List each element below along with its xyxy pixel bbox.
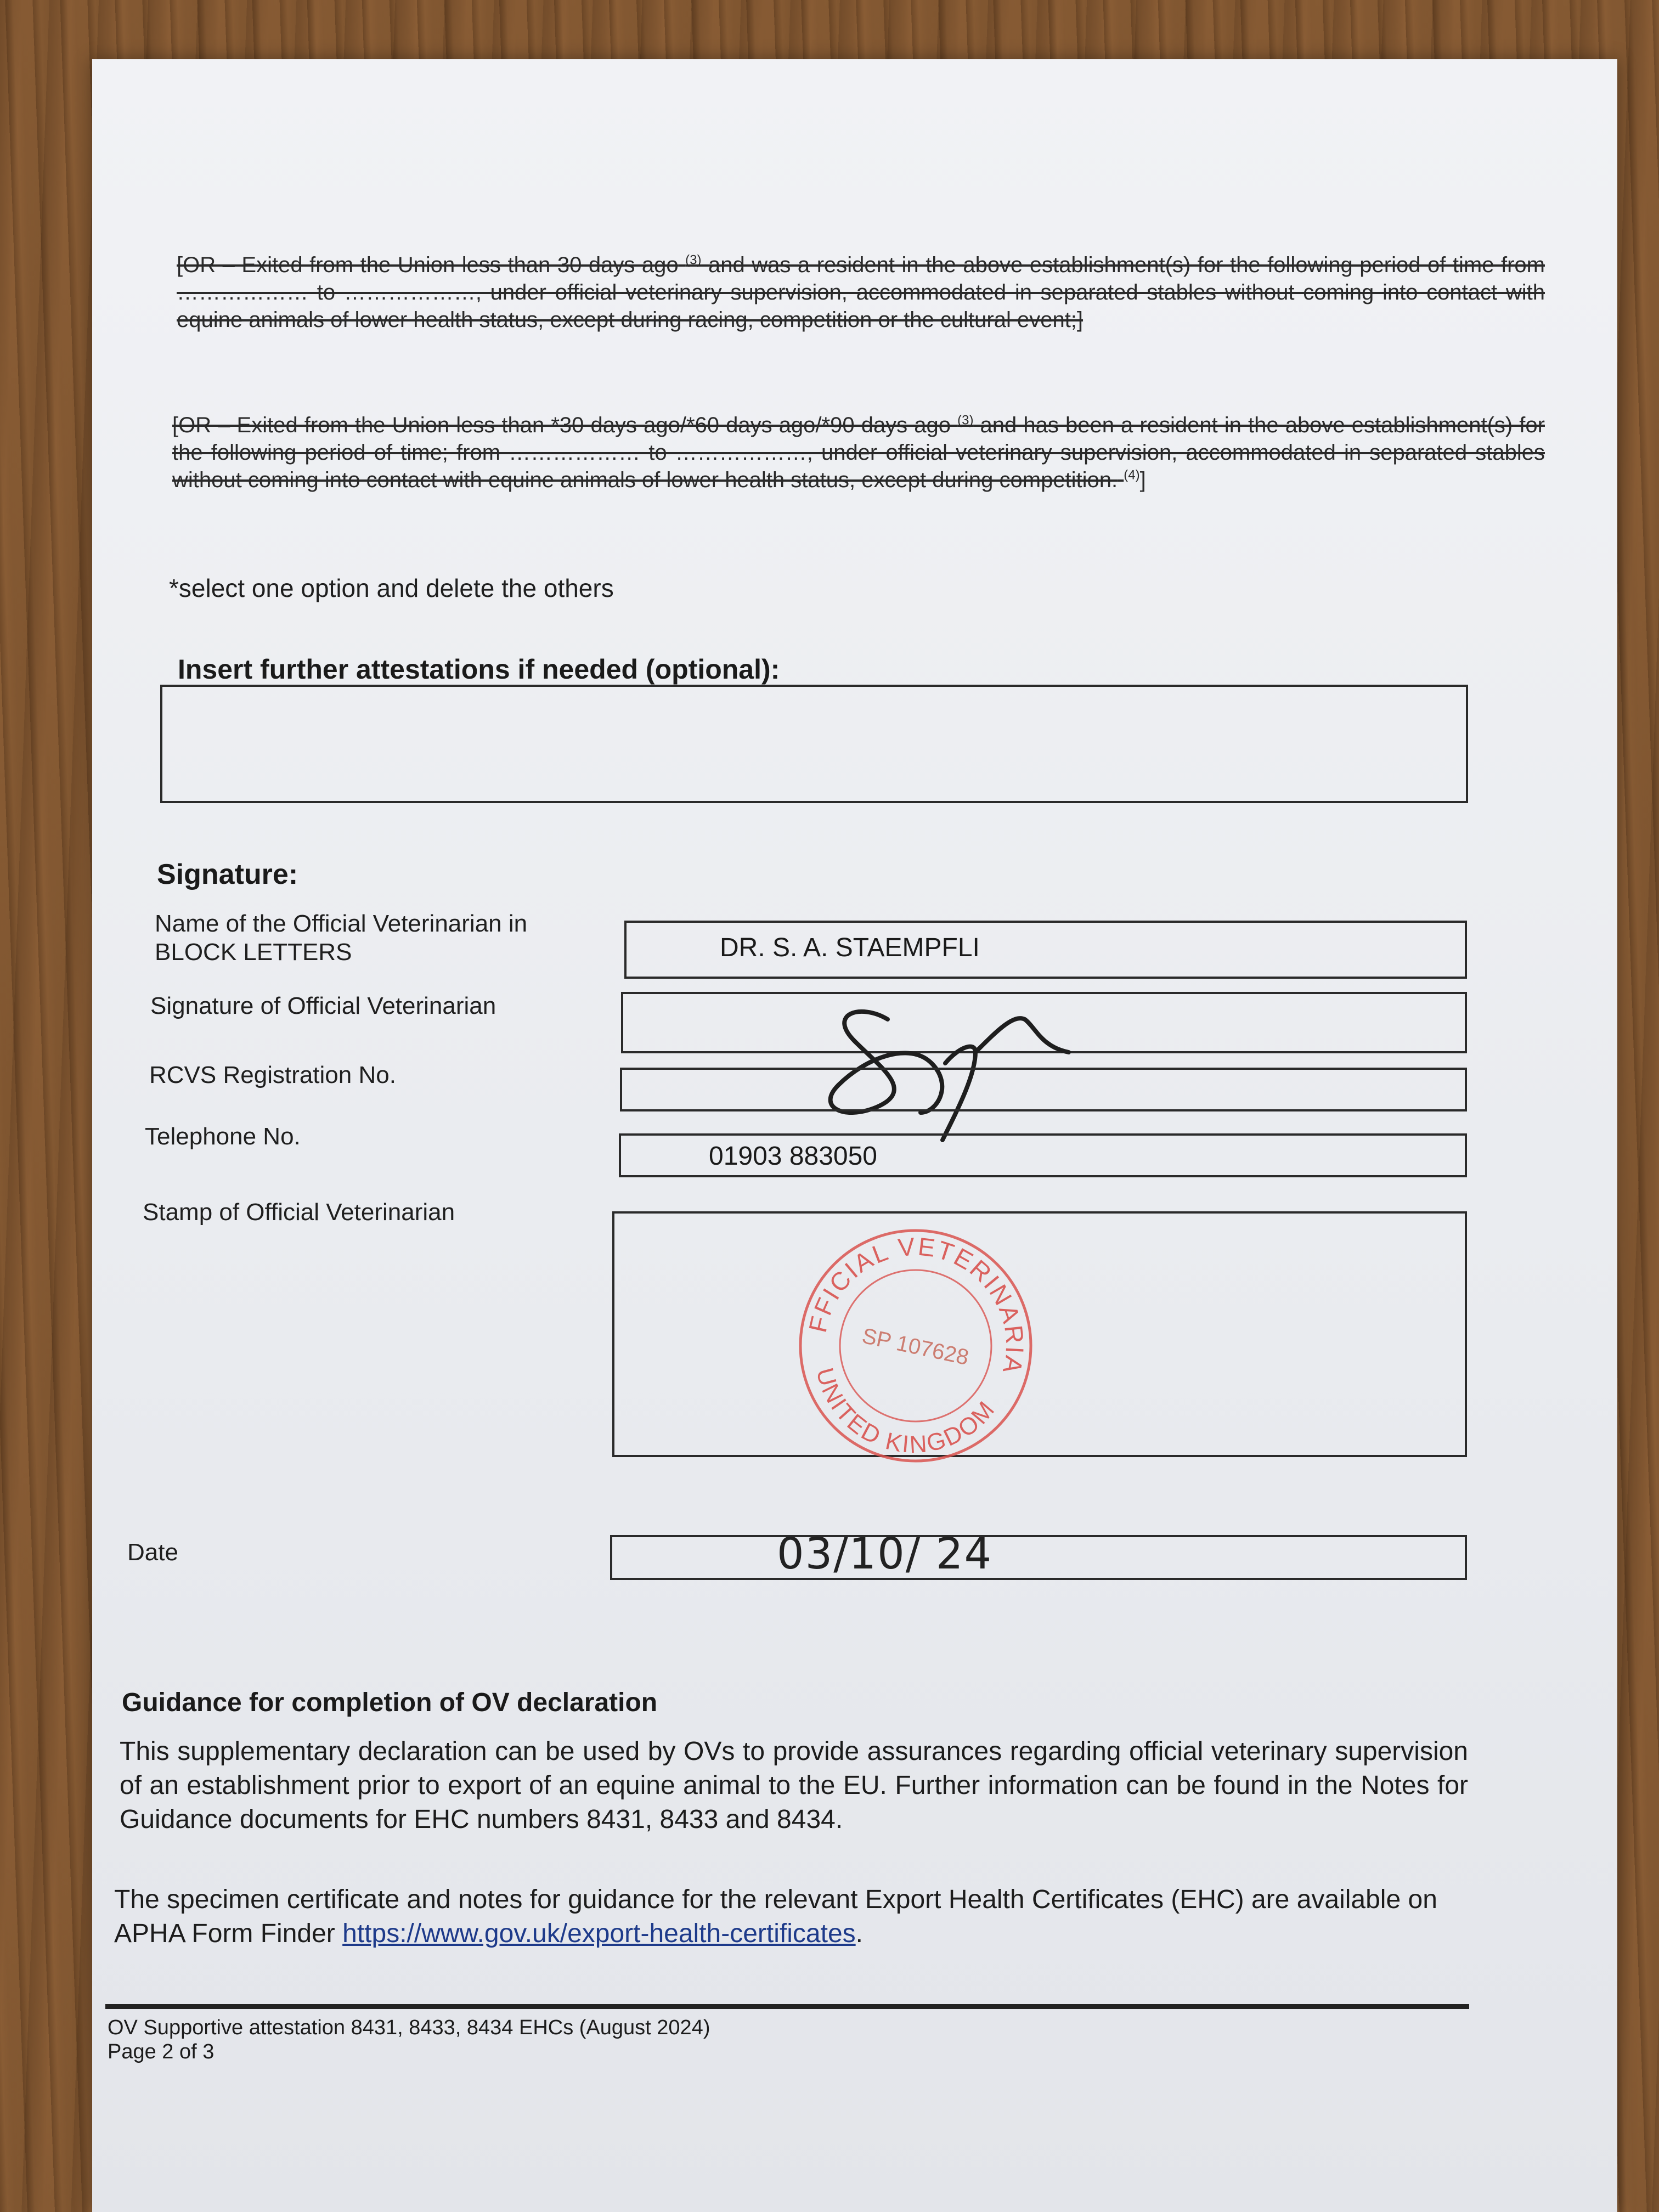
guidance-heading: Guidance for completion of OV declaration — [122, 1688, 658, 1717]
date-value: 03/10/ 24 — [777, 1530, 993, 1579]
rcvs-field[interactable] — [620, 1068, 1467, 1111]
signature-heading: Signature: — [157, 859, 298, 890]
option-a-text-2: and was a resident in the above establishment(s) for the following period of time from ……………… to ………………, under official veterinary supervision, accommodated in separated stables without coming into contact with equine animals of lower health status, except during racing, competition or the cultural event;] — [177, 253, 1545, 332]
vet-name-label — [155, 910, 527, 967]
svg-text:UNITED KINGDOM — [797, 1360, 1003, 1475]
stamp-label: Stamp of Official Veterinarian — [143, 1199, 455, 1226]
rcvs-label: RCVS Registration No. — [149, 1062, 396, 1088]
official-veterinarian-stamp — [787, 1217, 1045, 1475]
further-attestations-heading: Insert further attestations if needed (optional): — [178, 654, 780, 685]
vet-name-label-line1: Name of the Official Veterinarian in — [155, 910, 528, 937]
vet-name-value: DR. S. A. STAEMPFLI — [720, 933, 980, 962]
select-option-note: *select one option and delete the others — [169, 574, 614, 602]
struck-option-b — [172, 411, 1545, 494]
guidance-paragraph: This supplementary declaration can be used by OVs to provide assurances regarding official veterinary supervision of an establishment prior to export of an equine animal to the EU. Further information can be found in the Notes for Guidance documents for EHC numbers 8431, 8433 and 8434. — [120, 1737, 1468, 1834]
option-b-text-2: and has been a resident in the above establishment(s) for the following period of time; from ……………… to ………………, under official veterinary supervision, accommodated in separated stables without coming into contact with equine animals of lower health status, except during competition. — [172, 413, 1545, 492]
telephone-field[interactable] — [619, 1133, 1467, 1177]
stamp-bottom-text: UNITED KINGDOM — [811, 1365, 1001, 1459]
footer-rule — [105, 2004, 1469, 2009]
document-page — [92, 59, 1617, 2212]
option-b-footnote-2: (4) — [1124, 467, 1140, 483]
telephone-value: 01903 883050 — [709, 1142, 877, 1171]
export-certificates-link[interactable]: https://www.gov.uk/export-health-certificates — [342, 1919, 856, 1948]
option-b-closing: ] — [1139, 468, 1146, 492]
option-b-text-1: [OR – Exited from the Union less than *30 days ago/*60 days ago/*90 days ago — [172, 413, 951, 437]
footer — [108, 2016, 710, 2064]
footer-document-title: OV Supportive attestation 8431, 8433, 8434 EHCs (August 2024) — [108, 2016, 710, 2039]
specimen-period: . — [855, 1919, 863, 1948]
specimen-paragraph — [114, 1883, 1468, 1951]
option-a-text-1: [OR – Exited from the Union less than 30 days ago — [177, 253, 679, 277]
date-label: Date — [127, 1539, 178, 1566]
specimen-text: The specimen certificate and notes for guidance for the relevant Export Health Certificates (EHC) are available on APHA Form Finder — [114, 1885, 1437, 1948]
option-b-footnote-1: (3) — [957, 413, 974, 428]
telephone-label: Telephone No. — [145, 1123, 301, 1150]
option-a-footnote: (3) — [685, 252, 702, 268]
vet-name-field[interactable] — [624, 921, 1467, 979]
signature-label: Signature of Official Veterinarian — [150, 992, 496, 1019]
stamp-top-text: OFFICIAL VETERINARIAN — [803, 1232, 1030, 1378]
date-field[interactable] — [610, 1535, 1467, 1580]
footer-page-number: Page 2 of 3 — [108, 2040, 215, 2063]
vet-name-label-line2: BLOCK LETTERS — [155, 939, 352, 966]
struck-option-a — [177, 251, 1545, 334]
stamp-number: SP 107628 — [860, 1323, 971, 1370]
further-attestations-box[interactable] — [160, 685, 1468, 803]
